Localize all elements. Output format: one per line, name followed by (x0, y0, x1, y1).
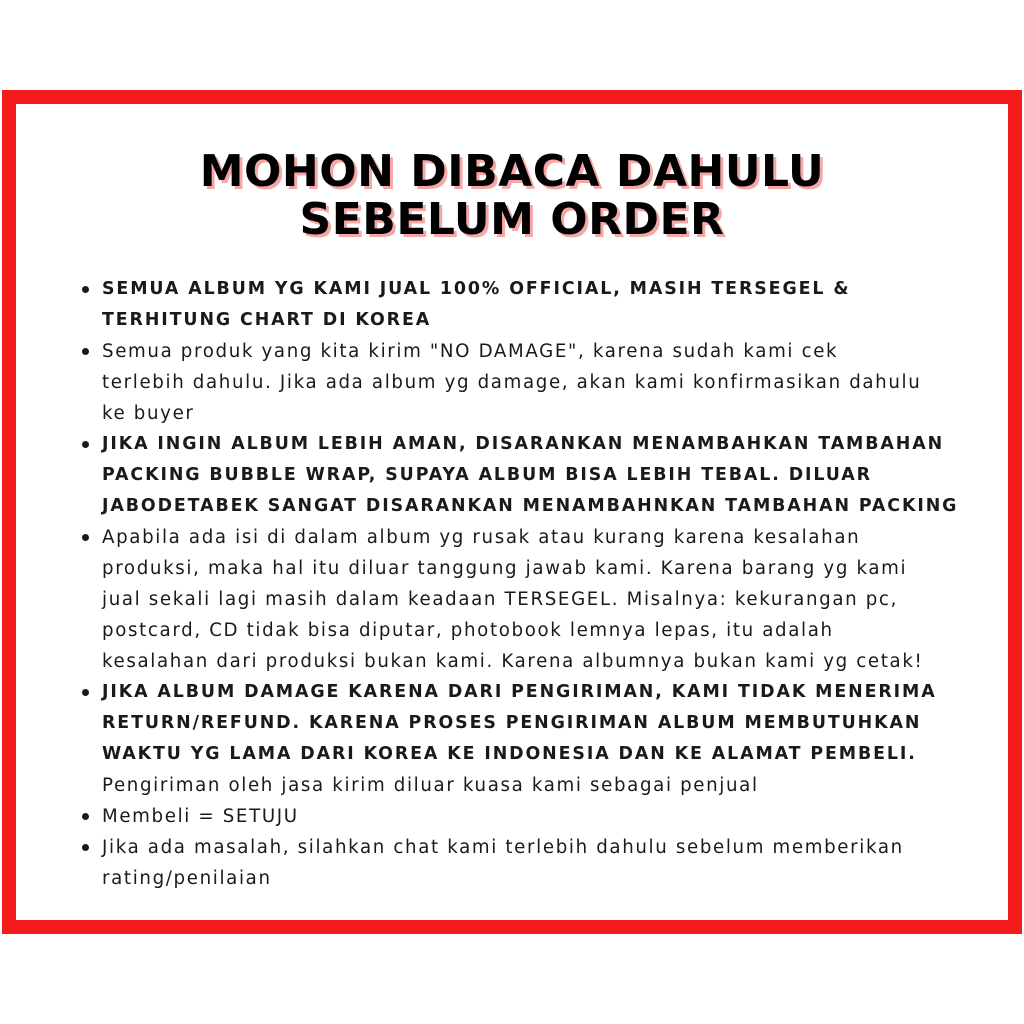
rule-line: rating/penilaian (102, 868, 272, 889)
rule-line: TERHITUNG CHART DI KOREA (102, 310, 432, 330)
rule-line: Jika ada masalah, silahkan chat kami terlebih dahulu sebelum memberikan (102, 837, 904, 858)
notice-frame (2, 90, 1022, 934)
rule-bubble-wrap (74, 429, 986, 522)
rule-line: SEMUA ALBUM YG KAMI JUAL 100% OFFICIAL, MASIH TERSEGEL & (102, 279, 851, 299)
bullet-icon (82, 534, 89, 541)
bullet-icon (82, 286, 89, 293)
rule-line: Membeli = SETUJU (102, 806, 299, 827)
rule-line: ke buyer (102, 403, 195, 424)
bullet-icon (82, 441, 89, 448)
bullet-icon (82, 348, 89, 355)
rule-line: JABODETABEK SANGAT DISARANKAN MENAMBAHNKAN TAMBAHAN PACKING (102, 496, 959, 516)
rule-line: JIKA INGIN ALBUM LEBIH AMAN, DISARANKAN MENAMBAHKAN TAMBAHAN (102, 434, 945, 454)
rule-production-defect (74, 522, 986, 677)
rule-line: terlebih dahulu. Jika ada album yg damage, akan kami konfirmasikan dahulu (102, 372, 922, 393)
rule-buy-agree (74, 801, 986, 832)
rule-no-damage (74, 336, 986, 429)
rule-line: produksi, maka hal itu diluar tanggung jawab kami. Karena barang yg kami (102, 558, 908, 579)
rule-line: jual sekali lagi masih dalam keadaan TERSEGEL. Misalnya: kekurangan pc, (102, 589, 899, 610)
rule-line: kesalahan dari produksi bukan kami. Karena albumnya bukan kami yg cetak! (102, 651, 924, 672)
page-title (16, 148, 1008, 244)
rule-line: Apabila ada isi di dalam album yg rusak atau kurang karena kesalahan (102, 527, 861, 548)
rule-line: Semua produk yang kita kirim "NO DAMAGE", karena sudah kami cek (102, 341, 839, 362)
rule-chat-first (74, 832, 986, 894)
rule-line: JIKA ALBUM DAMAGE KARENA DARI PENGIRIMAN, KAMI TIDAK MENERIMA (102, 682, 937, 702)
rule-line: Pengiriman oleh jasa kirim diluar kuasa kami sebagai penjual (102, 775, 759, 796)
rules-list (74, 274, 986, 894)
rule-line: postcard, CD tidak bisa diputar, photobook lemnya lepas, itu adalah (102, 620, 834, 641)
bullet-icon (82, 689, 89, 696)
rule-shipping-damage (74, 677, 986, 801)
bullet-icon (82, 813, 89, 820)
bullet-icon (82, 844, 89, 851)
rule-official-album (74, 274, 986, 336)
rule-line: WAKTU YG LAMA DARI KOREA KE INDONESIA DAN KE ALAMAT PEMBELI. (102, 744, 917, 764)
title-line-2: SEBELUM ORDER (299, 194, 725, 245)
rule-line: RETURN/REFUND. KARENA PROSES PENGIRIMAN ALBUM MEMBUTUHKAN (102, 713, 922, 733)
rule-line: PACKING BUBBLE WRAP, SUPAYA ALBUM BISA LEBIH TEBAL. DILUAR (102, 465, 872, 485)
title-line-1: MOHON DIBACA DAHULU (199, 146, 825, 197)
